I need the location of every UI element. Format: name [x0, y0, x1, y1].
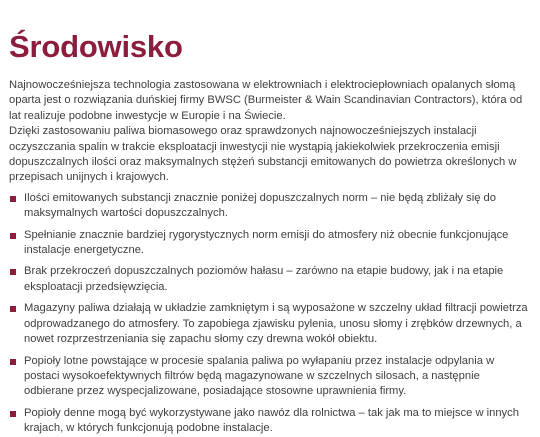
- page-title: Środowisko: [9, 29, 183, 64]
- intro-paragraph: Najnowocześniejsza technologia zastosowana w elektrowniach i elektrociepłowniach opalanych słomą oparta jest o rozwiązania duńskiej firmy BWSC (Burmeister & Wain Scandinavian Contractors), która od lat realizuje podobne inwestycje w Europie i na Świecie.: [9, 79, 523, 122]
- list-item-text: Popioły lotne powstające w procesie spalania paliwa po wyłapaniu przez instalacje odpylania w postaci wysokoefektywnych filtrów będą magazynowane w szczelnych silosach, a następnie odbierane przez wyspecjalizowane, posiadające stosowne uprawnienia firmy.: [24, 354, 495, 398]
- square-bullet-icon: [10, 306, 16, 312]
- list-item-text: Popioły denne mogą być wykorzystywane jako nawóz dla rolnictwa – tak jak ma to miejsce w innych krajach, w których funkcjonują podobne instalacje.: [24, 406, 519, 435]
- square-bullet-icon: [10, 359, 16, 365]
- intro-text: [9, 78, 530, 186]
- square-bullet-icon: [10, 233, 16, 239]
- intro-paragraph: Dzięki zastosowaniu paliwa biomasowego oraz sprawdzonych najnowocześniejszych instalacji oczyszczania spalin w trakcie eksploatacji inwestycji nie wystąpią jakiekolwiek przekroczenia emisji dopuszczalnych ilości oraz maksymalnych stężeń substancji emitowanych do powietrza określonych w przepisach unijnych i krajowych.: [9, 125, 517, 184]
- list-item-text: Spełnianie znacznie bardziej rygorystycznych norm emisji do atmosfery niż obecnie funkcjonujące instalacje energetyczne.: [24, 228, 509, 257]
- list-item-text: Magazyny paliwa działają w układzie zamkniętym i są wyposażone w szczelny układ filtracji powietrza odprowadzanego do atmosfery. To zapobiega zjawisku pylenia, unosu słomy i zrębków drzewnych, a nowet rozprzestrzeniania się zapachu słomy czy drewna wokół obiektu.: [24, 302, 528, 346]
- bullet-list: [9, 191, 530, 437]
- list-item-text: Ilości emitowanych substancji znacznie poniżej dopuszczalnych norm – nie będą zbliżały się do maksymalnych wartości dopuszczalnych.: [24, 191, 496, 220]
- list-item: [9, 228, 530, 259]
- square-bullet-icon: [10, 196, 16, 202]
- list-item: [9, 301, 530, 347]
- list-item: [9, 354, 530, 400]
- square-bullet-icon: [10, 411, 16, 417]
- list-item: [9, 191, 530, 222]
- list-item: [9, 264, 530, 295]
- square-bullet-icon: [10, 269, 16, 275]
- list-item-text: Brak przekroczeń dopuszczalnych poziomów hałasu – zarówno na etapie budowy, jak i na etapie eksploatacji przedsięwzięcia.: [24, 265, 504, 293]
- list-item: [9, 406, 530, 437]
